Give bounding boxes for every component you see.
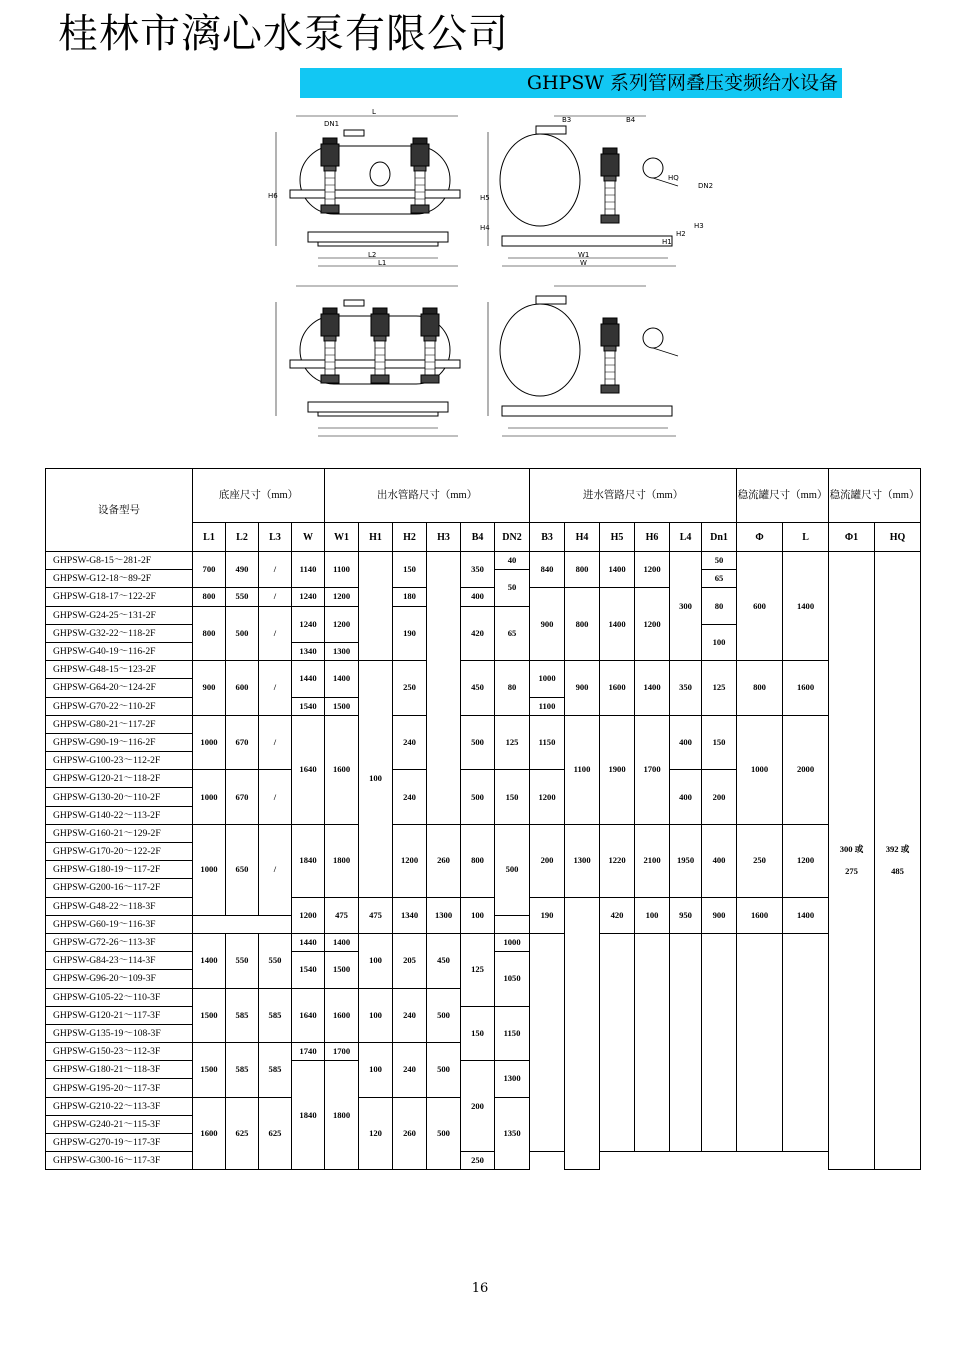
- cell-l2: 600: [226, 661, 259, 716]
- cell-h1: 100: [461, 897, 495, 933]
- cell-b3: 1100: [530, 697, 565, 715]
- cell-l1: 800: [193, 606, 226, 661]
- col-w1: W1: [325, 523, 359, 552]
- model-cell: GHPSW-G12-18～89-2F: [46, 570, 193, 588]
- col-h4: H4: [565, 523, 600, 552]
- col-l2: L2: [226, 523, 259, 552]
- model-cell: GHPSW-G160-21～129-2F: [46, 824, 193, 842]
- dim-label-hq: HQ: [668, 174, 679, 182]
- cell-b4: 350: [461, 552, 495, 588]
- cell-w: 1540: [292, 952, 325, 988]
- cell-l4: 300: [670, 552, 702, 661]
- cell-l1: 1500: [193, 1043, 226, 1098]
- cell-dn2: 100: [635, 897, 670, 933]
- cell-l4: 400: [702, 824, 737, 897]
- cell-h6: 1200: [635, 588, 670, 661]
- cell-dn1: 50: [702, 552, 737, 570]
- col-phi: Φ: [737, 523, 783, 552]
- cell-w: 1740: [292, 1043, 325, 1061]
- cell-w: 1140: [292, 552, 325, 588]
- dim-label-dn2: DN2: [698, 182, 714, 190]
- cell-w1: 1600: [325, 988, 359, 1043]
- model-cell: GHPSW-G48-22～118-3F: [46, 897, 193, 915]
- cell-w: 1240: [292, 588, 325, 606]
- cell-dn2: 250: [461, 1152, 495, 1170]
- col-hq: HQ: [875, 523, 921, 552]
- cell-l2: 670: [226, 770, 259, 825]
- col-l1: L1: [193, 523, 226, 552]
- cell-dn1: 80: [702, 588, 737, 624]
- cell-l1: 1200: [292, 897, 325, 933]
- cell-w: 1440: [292, 661, 325, 697]
- header-tank-1: 稳流罐尺寸（mm）: [737, 469, 829, 523]
- cell-dn1: 200: [702, 770, 737, 825]
- model-cell: GHPSW-G64-20～124-2F: [46, 679, 193, 697]
- dim-label-b3: B3: [562, 116, 572, 124]
- cell-l3: 585: [259, 1043, 292, 1098]
- cell-h3: [427, 552, 461, 825]
- cell-l3: 475: [359, 897, 393, 933]
- col-h2: H2: [393, 523, 427, 552]
- cell-l2: 550: [226, 933, 259, 988]
- cell-w1: 1600: [325, 715, 359, 824]
- dim-label-w: W: [580, 259, 587, 267]
- cell-dn1: 65: [702, 570, 737, 588]
- cell-dn2: 200: [461, 1061, 495, 1152]
- cell-h2: 240: [393, 715, 427, 770]
- model-cell: GHPSW-G170-20～122-2F: [46, 843, 193, 861]
- col-h3: H3: [427, 523, 461, 552]
- cell-dn2: 125: [461, 933, 495, 1006]
- cell-hq: [875, 552, 921, 1170]
- model-cell: GHPSW-G195-20～117-3F: [46, 1079, 193, 1097]
- header-outlet: 出水管路尺寸（mm）: [325, 469, 530, 523]
- cell-b3: 950: [670, 897, 702, 933]
- cell-b4: 420: [600, 897, 635, 933]
- cell-tank-l: 1600: [783, 661, 829, 716]
- model-cell: GHPSW-G135-19～108-3F: [46, 1024, 193, 1042]
- cell-h4: [530, 933, 565, 1151]
- model-cell: GHPSW-G90-19～116-2F: [46, 733, 193, 751]
- cell-h1: 100: [359, 661, 393, 897]
- cell-h2: 260: [393, 1097, 427, 1170]
- cell-dn2: 125: [495, 715, 530, 770]
- cell-h2: 240: [393, 988, 427, 1043]
- cell-l1: 1000: [193, 715, 226, 770]
- col-h6: H6: [635, 523, 670, 552]
- table-row: [46, 715, 921, 733]
- model-cell: GHPSW-G130-20～110-2F: [46, 788, 193, 806]
- dim-label-l: L: [372, 108, 376, 116]
- table-row: [46, 661, 921, 679]
- cell-w: 1240: [292, 606, 325, 642]
- cell-h5: 2100: [635, 824, 670, 897]
- cell-dn2: 80: [495, 661, 530, 716]
- cell-l2: 490: [226, 552, 259, 588]
- model-cell: GHPSW-G96-20～109-3F: [46, 970, 193, 988]
- cell-phi1: [829, 552, 875, 1170]
- model-cell: GHPSW-G80-21～117-2F: [46, 715, 193, 733]
- cell-dn1: 100: [702, 624, 737, 660]
- cell-w1: 1800: [325, 1061, 359, 1170]
- dim-label-b4: B4: [626, 116, 636, 124]
- cell-l1: 800: [193, 588, 226, 606]
- cell-l1: 900: [193, 661, 226, 716]
- cell-h5: 1900: [600, 715, 635, 824]
- title-banner: [300, 68, 842, 98]
- cell-l1: 1600: [193, 1097, 226, 1170]
- cell-l3: /: [259, 552, 292, 588]
- header-base: 底座尺寸（mm）: [193, 469, 325, 523]
- dim-label-l1: L1: [378, 259, 387, 267]
- cell-b3: 1300: [495, 1061, 530, 1097]
- cell-h1: 1200: [393, 824, 427, 897]
- cell-h4: 800: [565, 588, 600, 661]
- header-model: 设备型号: [46, 469, 193, 552]
- cell-b4: 500: [427, 1043, 461, 1098]
- cell-phi: [737, 933, 783, 1151]
- cell-h2: 260: [427, 824, 461, 897]
- cell-h2: 190: [393, 606, 427, 661]
- model-cell: GHPSW-G140-22～113-2F: [46, 806, 193, 824]
- cell-l3: /: [259, 715, 292, 770]
- cell-tank-l: 2000: [783, 715, 829, 824]
- cell-w: 1840: [292, 824, 325, 897]
- cell-l3: /: [259, 770, 292, 825]
- cell-h5: 1400: [600, 552, 635, 588]
- model-cell: GHPSW-G48-15～123-2F: [46, 661, 193, 679]
- col-b3: B3: [530, 523, 565, 552]
- col-dn2: DN2: [495, 523, 530, 552]
- cell-h5: 1600: [737, 897, 783, 933]
- cell-b3: 900: [530, 588, 565, 661]
- col-h1: H1: [359, 523, 393, 552]
- cell-phi: 600: [737, 552, 783, 661]
- dim-label-h4: H4: [480, 224, 490, 232]
- cell-l2: 585: [226, 1043, 259, 1098]
- cell-l3: 625: [259, 1097, 292, 1170]
- model-cell: GHPSW-G32-22～118-2F: [46, 624, 193, 642]
- model-cell: GHPSW-G150-23～112-3F: [46, 1043, 193, 1061]
- cell-l4: 350: [670, 661, 702, 716]
- cell-h5: 1600: [600, 661, 635, 716]
- cell-b3: 1150: [495, 1006, 530, 1061]
- hq-line-1: 392 或: [885, 844, 910, 855]
- model-cell: GHPSW-G40-19～116-2F: [46, 642, 193, 660]
- cell-b3: 1150: [530, 715, 565, 770]
- front-view-three-pumps: [276, 286, 460, 436]
- cell-w: 1340: [393, 897, 427, 933]
- model-cell: GHPSW-G120-21～117-3F: [46, 1006, 193, 1024]
- table-row: [46, 897, 921, 915]
- cell-h2: 205: [393, 933, 427, 988]
- cell-b4: 500: [427, 988, 461, 1043]
- cell-b3: 1300: [565, 824, 600, 897]
- cell-tank-l: [783, 933, 829, 1151]
- equipment-drawings: [258, 108, 736, 454]
- model-cell: GHPSW-G70-22～110-2F: [46, 697, 193, 715]
- col-l4: L4: [670, 523, 702, 552]
- cell-l1: 1400: [193, 933, 226, 988]
- cell-h4: 1220: [600, 824, 635, 897]
- cell-phi: 800: [737, 661, 783, 716]
- cell-l3: 585: [259, 988, 292, 1043]
- cell-l2: 625: [226, 1097, 259, 1170]
- cell-w1: 1400: [325, 661, 359, 697]
- col-w: W: [292, 523, 325, 552]
- cell-dn2: 65: [495, 606, 530, 661]
- cell-l3: /: [259, 588, 292, 606]
- cell-h2: 250: [393, 661, 427, 716]
- cell-w1: 1500: [325, 697, 359, 715]
- model-cell: GHPSW-G200-16～117-2F: [46, 879, 193, 897]
- model-cell: GHPSW-G84-23～114-3F: [46, 952, 193, 970]
- cell-dn1: [702, 933, 737, 1151]
- cell-w1: 1800: [325, 824, 359, 897]
- cell-h6: 1200: [635, 552, 670, 588]
- cell-b4: 500: [461, 715, 495, 770]
- col-l3: L3: [259, 523, 292, 552]
- cell-h3: [565, 897, 600, 1170]
- cell-b4: 450: [461, 661, 495, 716]
- col-tank-l: L: [783, 523, 829, 552]
- cell-h6: [635, 933, 670, 1151]
- cell-l3: /: [259, 606, 292, 661]
- cell-w: 1840: [292, 1061, 325, 1170]
- cell-b3: 1000: [530, 661, 565, 697]
- cell-w1: 1300: [325, 642, 359, 660]
- spec-table: [45, 468, 921, 1170]
- cell-h1: 100: [359, 1043, 393, 1098]
- table-row: [46, 1152, 921, 1170]
- dim-label-h2: H2: [676, 230, 686, 238]
- cell-l1: 1000: [193, 824, 226, 915]
- header-inlet: 进水管路尺寸（mm）: [530, 469, 737, 523]
- cell-dn2: 200: [530, 824, 565, 897]
- cell-h2: 150: [393, 552, 427, 588]
- cell-w1: 1500: [325, 952, 359, 988]
- cell-dn2: 50: [495, 570, 530, 606]
- cell-h6: 1400: [635, 661, 670, 716]
- cell-h5: 1400: [600, 588, 635, 661]
- model-cell: GHPSW-G72-26～113-3F: [46, 933, 193, 951]
- cell-w1: 1200: [325, 606, 359, 642]
- cell-l3: 550: [259, 933, 292, 988]
- cell-l2: 500: [226, 606, 259, 661]
- dim-label-w1: W1: [578, 251, 590, 259]
- cell-l2: 650: [226, 824, 259, 915]
- cell-l2: 585: [226, 988, 259, 1043]
- header-tank-2: 稳流罐尺寸（mm）: [829, 469, 921, 523]
- cell-b3: 1050: [495, 952, 530, 1007]
- cell-phi: 1200: [783, 824, 829, 897]
- cell-w: 1640: [292, 988, 325, 1043]
- cell-l2: 475: [325, 897, 359, 933]
- side-view-top: [480, 116, 713, 267]
- model-cell: GHPSW-G24-25～131-2F: [46, 606, 193, 624]
- cell-h4: 900: [565, 661, 600, 716]
- cell-h4: 800: [565, 552, 600, 588]
- model-cell: GHPSW-G8-15～281-2F: [46, 552, 193, 570]
- page-number: 16: [471, 1281, 489, 1296]
- cell-l3: /: [259, 824, 292, 915]
- cell-l1: 1000: [193, 770, 226, 825]
- side-view-bottom: [488, 286, 678, 436]
- model-cell: GHPSW-G240-21～115-3F: [46, 1115, 193, 1133]
- cell-l1: 700: [193, 552, 226, 588]
- table-row: [46, 933, 921, 951]
- model-cell: GHPSW-G100-23～112-2F: [46, 752, 193, 770]
- col-phi1: Φ1: [829, 523, 875, 552]
- cell-l4: 400: [670, 715, 702, 770]
- model-cell: GHPSW-G105-22～110-3F: [46, 988, 193, 1006]
- phi1-line-1: 300 或: [839, 844, 864, 855]
- dim-label-h1: H1: [662, 238, 672, 246]
- cell-w: 1340: [292, 642, 325, 660]
- cell-l4: 400: [670, 770, 702, 825]
- cell-h2: 190: [530, 897, 565, 933]
- dim-label-l2: L2: [368, 251, 377, 259]
- cell-dn1: 150: [702, 715, 737, 770]
- cell-h6: 1400: [783, 897, 829, 933]
- dim-label-h3: H3: [694, 222, 704, 230]
- cell-h1: 120: [359, 1097, 393, 1170]
- cell-h2: 180: [393, 588, 427, 606]
- cell-w1: 1100: [325, 552, 359, 588]
- cell-dn2: 150: [461, 1006, 495, 1061]
- cell-h2: 240: [393, 1043, 427, 1098]
- cell-w1: 1700: [325, 1043, 359, 1061]
- cell-b4: 450: [427, 933, 461, 988]
- model-cell: GHPSW-G180-21～118-3F: [46, 1061, 193, 1079]
- model-cell: GHPSW-G180-19～117-2F: [46, 861, 193, 879]
- cell-h1: 100: [359, 933, 393, 988]
- cell-h6: 1700: [635, 715, 670, 824]
- model-cell: GHPSW-G120-21～118-2F: [46, 770, 193, 788]
- cell-dn1: 125: [702, 661, 737, 716]
- cell-dn2: 40: [495, 552, 530, 570]
- cell-b4: 400: [461, 588, 495, 606]
- cell-l2: 670: [226, 715, 259, 770]
- company-name: 桂林市漓心水泵有限公司: [58, 11, 509, 57]
- cell-dn1: 250: [737, 824, 783, 897]
- cell-dn2: 150: [495, 770, 530, 825]
- cell-h1: 100: [359, 988, 393, 1043]
- dim-label-dn1: DN1: [324, 120, 340, 128]
- model-cell: GHPSW-G210-22～113-3F: [46, 1097, 193, 1115]
- cell-l4: [670, 933, 702, 1151]
- front-view-two-pumps: [268, 108, 460, 267]
- cell-h5: [600, 933, 635, 1151]
- cell-l1: 1500: [193, 988, 226, 1043]
- header-row-1: [46, 469, 921, 523]
- banner-title: GHPSW 系列管网叠压变频给水设备: [526, 72, 838, 94]
- cell-l3: /: [259, 661, 292, 716]
- model-cell: GHPSW-G18-17～122-2F: [46, 588, 193, 606]
- dim-label-h6: H6: [268, 192, 278, 200]
- cell-h6: 1950: [670, 824, 702, 897]
- cell-b3: 1350: [495, 1097, 530, 1170]
- cell-w1: 1300: [427, 897, 461, 933]
- cell-w1: 1400: [325, 933, 359, 951]
- cell-h4: 900: [702, 897, 737, 933]
- table-row: [46, 824, 921, 842]
- cell-phi: 1000: [737, 715, 783, 824]
- cell-b4: 500: [461, 770, 495, 825]
- cell-b3: 1200: [530, 770, 565, 825]
- col-b4: B4: [461, 523, 495, 552]
- hq-line-2: 485: [891, 866, 904, 877]
- cell-l2: 550: [226, 588, 259, 606]
- cell-w: 1640: [292, 715, 325, 824]
- table-row: [46, 552, 921, 570]
- cell-h1: [359, 552, 393, 661]
- cell-w: 1440: [292, 933, 325, 951]
- cell-h4: 1100: [565, 715, 600, 824]
- model-cell: GHPSW-G270-19～117-3F: [46, 1134, 193, 1152]
- dim-label-h5: H5: [480, 194, 490, 202]
- model-cell: GHPSW-G60-19～116-3F: [46, 915, 193, 933]
- cell-b3: 1000: [495, 933, 530, 951]
- phi1-line-2: 275: [845, 866, 858, 877]
- col-h5: H5: [600, 523, 635, 552]
- cell-h3: 800: [461, 824, 495, 897]
- model-cell: GHPSW-G300-16～117-3F: [46, 1152, 193, 1170]
- cell-b4: 500: [427, 1097, 461, 1170]
- col-dn1: Dn1: [702, 523, 737, 552]
- cell-b4: 500: [495, 824, 530, 915]
- cell-h2: 240: [393, 770, 427, 825]
- cell-b4: 420: [461, 606, 495, 661]
- cell-tank-l: 1400: [783, 552, 829, 661]
- cell-w: 1540: [292, 697, 325, 715]
- cell-w1: 1200: [325, 588, 359, 606]
- cell-b3: 840: [530, 552, 565, 588]
